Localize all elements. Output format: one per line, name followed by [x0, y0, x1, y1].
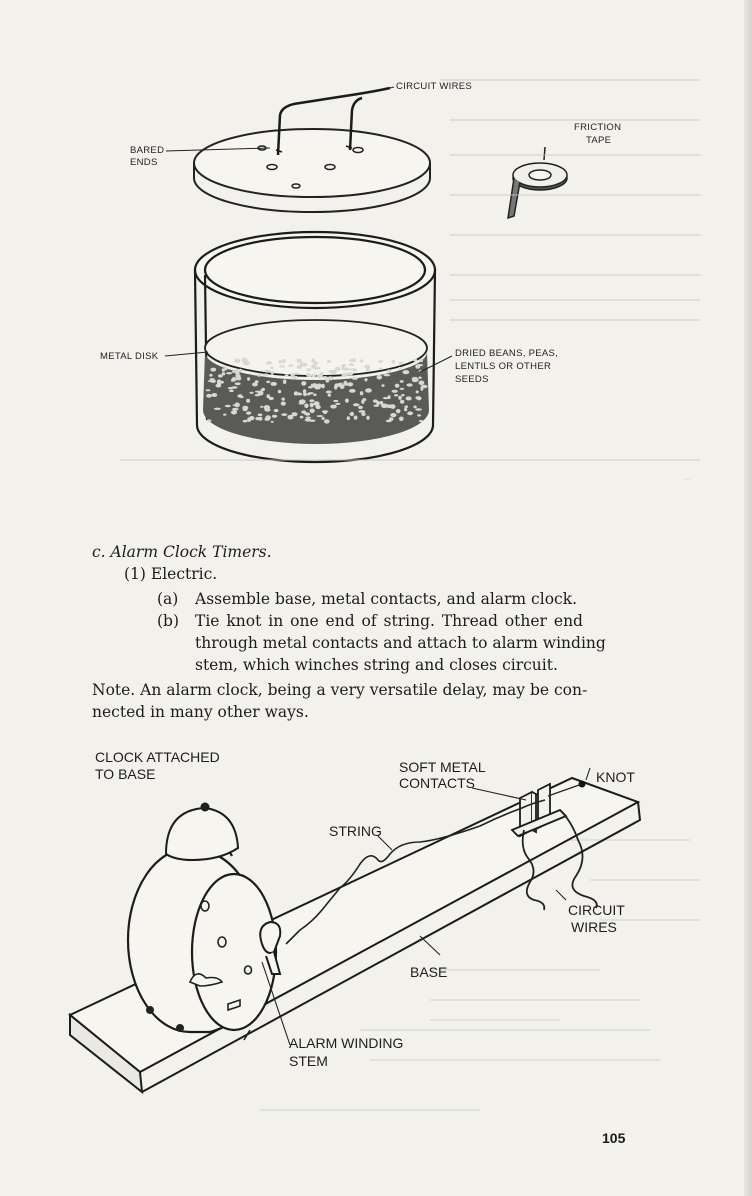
label-dried-2: LENTILS OR OTHER: [455, 361, 552, 372]
label-clock-attached-1: CLOCK ATTACHED: [95, 749, 220, 765]
label-soft-metal-2: CONTACTS: [399, 775, 475, 791]
page-number: 105: [602, 1130, 626, 1146]
step-a-marker: (a): [157, 590, 179, 608]
note-line-2: nected in many other ways.: [92, 703, 309, 721]
seed-canister-illustration: [0, 0, 752, 480]
step-b-marker: (b): [157, 612, 180, 630]
label-metal-disk: METAL DISK: [100, 351, 159, 362]
label-circuit-wires-2: WIRES: [571, 919, 617, 935]
step-b-line-3: stem, which winches string and closes circuit.: [195, 656, 558, 674]
label-dried-1: DRIED BEANS, PEAS,: [455, 348, 559, 359]
label-base: BASE: [410, 964, 448, 980]
label-alarm-winding-2: STEM: [289, 1053, 328, 1069]
subheading-text: (1) Electric.: [124, 565, 218, 583]
clock-bell: [166, 804, 238, 861]
label-friction-1: FRICTION: [574, 122, 622, 133]
step-b-line-2: through metal contacts and attach to alarm winding: [195, 634, 606, 652]
alarm-clock: [128, 844, 276, 1033]
label-friction-2: TAPE: [586, 135, 612, 146]
label-clock-attached-2: TO BASE: [95, 766, 156, 782]
label-bared-2: ENDS: [130, 157, 158, 168]
friction-tape-roll: [508, 147, 567, 218]
label-knot: KNOT: [596, 769, 635, 785]
label-alarm-winding-1: ALARM WINDING: [289, 1035, 404, 1051]
page-edge-shadow: [744, 0, 752, 1196]
label-string: STRING: [329, 823, 382, 839]
note-line-1: Note. An alarm clock, being a very versatile delay, may be con-: [92, 681, 588, 699]
label-circuit-wires: CIRCUIT WIRES: [396, 81, 473, 92]
canister-lid: [194, 129, 430, 212]
label-soft-metal-1: SOFT METAL: [399, 759, 486, 775]
step-a-text: Assemble base, metal contacts, and alarm clock.: [195, 590, 578, 608]
section-heading: c. Alarm Clock Timers.: [92, 543, 272, 561]
step-b-line-1: Tie knot in one end of string. Thread other end: [195, 612, 583, 630]
label-dried-3: SEEDS: [455, 374, 489, 385]
label-circuit-wires-1: CIRCUIT: [568, 902, 625, 918]
label-bared-1: BARED: [130, 145, 165, 156]
subheading-number: [124, 564, 217, 585]
alarm-clock-timer-illustration: [0, 730, 752, 1150]
